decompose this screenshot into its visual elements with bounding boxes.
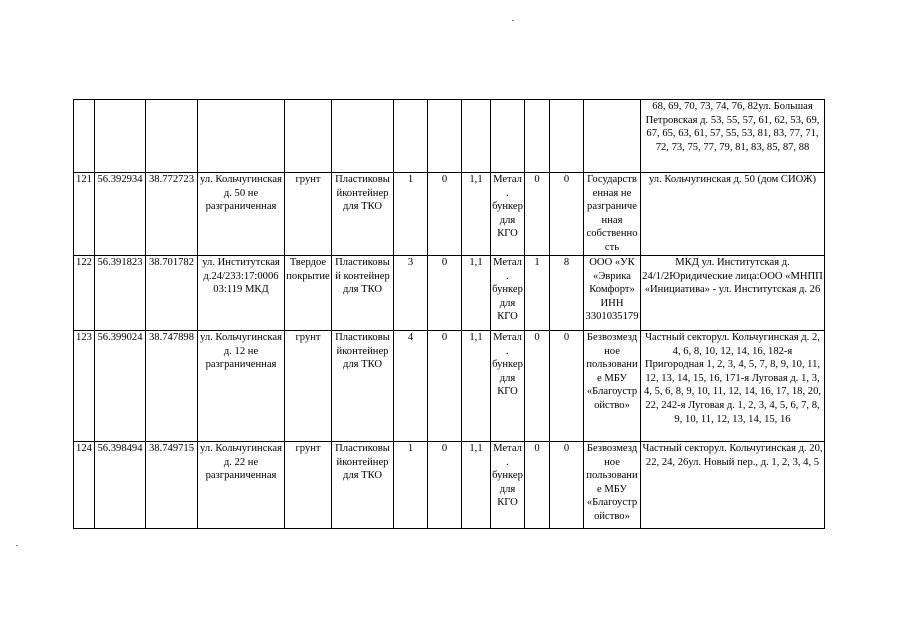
scan-speck <box>512 20 514 21</box>
owner-cell <box>584 100 641 173</box>
surface-cell: грунт <box>285 331 332 442</box>
bulky-bin-cell: Метал. бункер для КГО <box>491 442 525 529</box>
bulky-bin-cell: Метал. бункер для КГО <box>491 256 525 331</box>
surface-cell: грунт <box>285 173 332 256</box>
latitude-cell: 56.399024 <box>95 331 146 442</box>
volume-cell: 1,1 <box>462 256 491 331</box>
container-count-cell <box>394 100 428 173</box>
bulky-count-cell: 0 <box>525 173 550 256</box>
planned-count-cell: 0 <box>428 331 462 442</box>
row-number-cell: 123 <box>74 331 95 442</box>
served-sources-cell: Частный секторул. Кольчугинская д. 2, 4, 6, 8, 10, 12, 14, 16, 182-я Пригородная 1, 2, 3, 4, 5, 7, 8, 9, 10, 11, 12, 13, 14, 15, 16, 171-я Луговая д. 1, 3, 4, 5, 6, 8, 9, 10, 11, 12, 14, 16, 17, 18, 20, 22, 242-я Луговая д. 1, 2, 3, 4, 5, 6, 7, 8, 9, 10, 11, 12, 13, 14, 15, 16 <box>641 331 825 442</box>
served-sources-cell: 68, 69, 70, 73, 74, 76, 82ул. Большая Петровская д. 53, 55, 57, 61, 62, 53, 69, 67, 65, 63, 61, 57, 55, 53, 81, 83, 77, 71, 72, 73, 75, 77, 79, 81, 83, 85, 87, 88 <box>641 100 825 173</box>
owner-cell: Безвозмезд ное пользовани е МБУ «Благоустр ойство» <box>584 331 641 442</box>
latitude-cell: 56.391823 <box>95 256 146 331</box>
bulky-bin-cell: Метал. бункер для КГО <box>491 173 525 256</box>
address-cell: ул. Кольчугинская д. 22 не разграниченная <box>198 442 285 529</box>
row-number-cell: 122 <box>74 256 95 331</box>
served-sources-cell: Частный секторул. Кольчугинская д. 20, 22, 24, 26ул. Новый пер., д. 1, 2, 3, 4, 5 <box>641 442 825 529</box>
table-row <box>74 173 825 256</box>
row-number-cell: 124 <box>74 442 95 529</box>
row-number-cell: 121 <box>74 173 95 256</box>
volume-cell: 1,1 <box>462 331 491 442</box>
served-sources-cell: ул. Кольчугинская д. 50 (дом СИОЖ) <box>641 173 825 256</box>
bulky-volume-cell: 8 <box>550 256 584 331</box>
table-row <box>74 256 825 331</box>
latitude-cell: 56.392934 <box>95 173 146 256</box>
bulky-count-cell: 0 <box>525 442 550 529</box>
planned-count-cell <box>428 100 462 173</box>
address-cell: ул. Кольчугинская д. 12 не разграниченная <box>198 331 285 442</box>
bulky-count-cell <box>525 100 550 173</box>
latitude-cell: 56.398494 <box>95 442 146 529</box>
container-count-cell: 1 <box>394 442 428 529</box>
longitude-cell: 38.749715 <box>146 442 198 529</box>
container-type-cell: Пластиковы йконтейнер для ТКО <box>332 173 394 256</box>
table-row <box>74 331 825 442</box>
container-type-cell: Пластиковы йконтейнер для ТКО <box>332 442 394 529</box>
container-count-cell: 1 <box>394 173 428 256</box>
longitude-cell: 38.747898 <box>146 331 198 442</box>
container-type-cell <box>332 100 394 173</box>
longitude-cell: 38.701782 <box>146 256 198 331</box>
address-cell: ул. Кольчугинская д. 50 не разграниченная <box>198 173 285 256</box>
surface-cell: Твердое покрытие <box>285 256 332 331</box>
bulky-bin-cell: Метал. бункер для КГО <box>491 331 525 442</box>
latitude-cell <box>95 100 146 173</box>
bulky-count-cell: 1 <box>525 256 550 331</box>
address-cell <box>198 100 285 173</box>
bulky-volume-cell: 0 <box>550 331 584 442</box>
served-sources-cell: МКД ул. Институтская д. 24/1/2Юридические лица:ООО «МНПП «Инициатива» - ул. Институтская д. 26 <box>641 256 825 331</box>
row-number-cell <box>74 100 95 173</box>
longitude-cell <box>146 100 198 173</box>
bulky-bin-cell <box>491 100 525 173</box>
bulky-volume-cell: 0 <box>550 173 584 256</box>
bulky-volume-cell <box>550 100 584 173</box>
address-cell: ул. Институтская д.24/233:17:0006 03:119 МКД <box>198 256 285 331</box>
container-type-cell: Пластиковы йконтейнер для ТКО <box>332 331 394 442</box>
owner-cell: ООО «УК «Эврика Комфорт» ИНН 3301035179 <box>584 256 641 331</box>
bulky-count-cell: 0 <box>525 331 550 442</box>
longitude-cell: 38.772723 <box>146 173 198 256</box>
bulky-volume-cell: 0 <box>550 442 584 529</box>
volume-cell: 1,1 <box>462 173 491 256</box>
owner-cell: Государств енная не разграниче нная собственно сть <box>584 173 641 256</box>
owner-cell: Безвозмезд ное пользовани е МБУ «Благоустр ойство» <box>584 442 641 529</box>
waste-site-registry-table <box>73 99 825 529</box>
container-count-cell: 4 <box>394 331 428 442</box>
volume-cell <box>462 100 491 173</box>
planned-count-cell: 0 <box>428 256 462 331</box>
table-row <box>74 442 825 529</box>
surface-cell: грунт <box>285 442 332 529</box>
volume-cell: 1,1 <box>462 442 491 529</box>
planned-count-cell: 0 <box>428 442 462 529</box>
table-row <box>74 100 825 173</box>
planned-count-cell: 0 <box>428 173 462 256</box>
scan-speck <box>16 545 18 546</box>
container-count-cell: 3 <box>394 256 428 331</box>
container-type-cell: Пластиковы й контейнер для ТКО <box>332 256 394 331</box>
surface-cell <box>285 100 332 173</box>
